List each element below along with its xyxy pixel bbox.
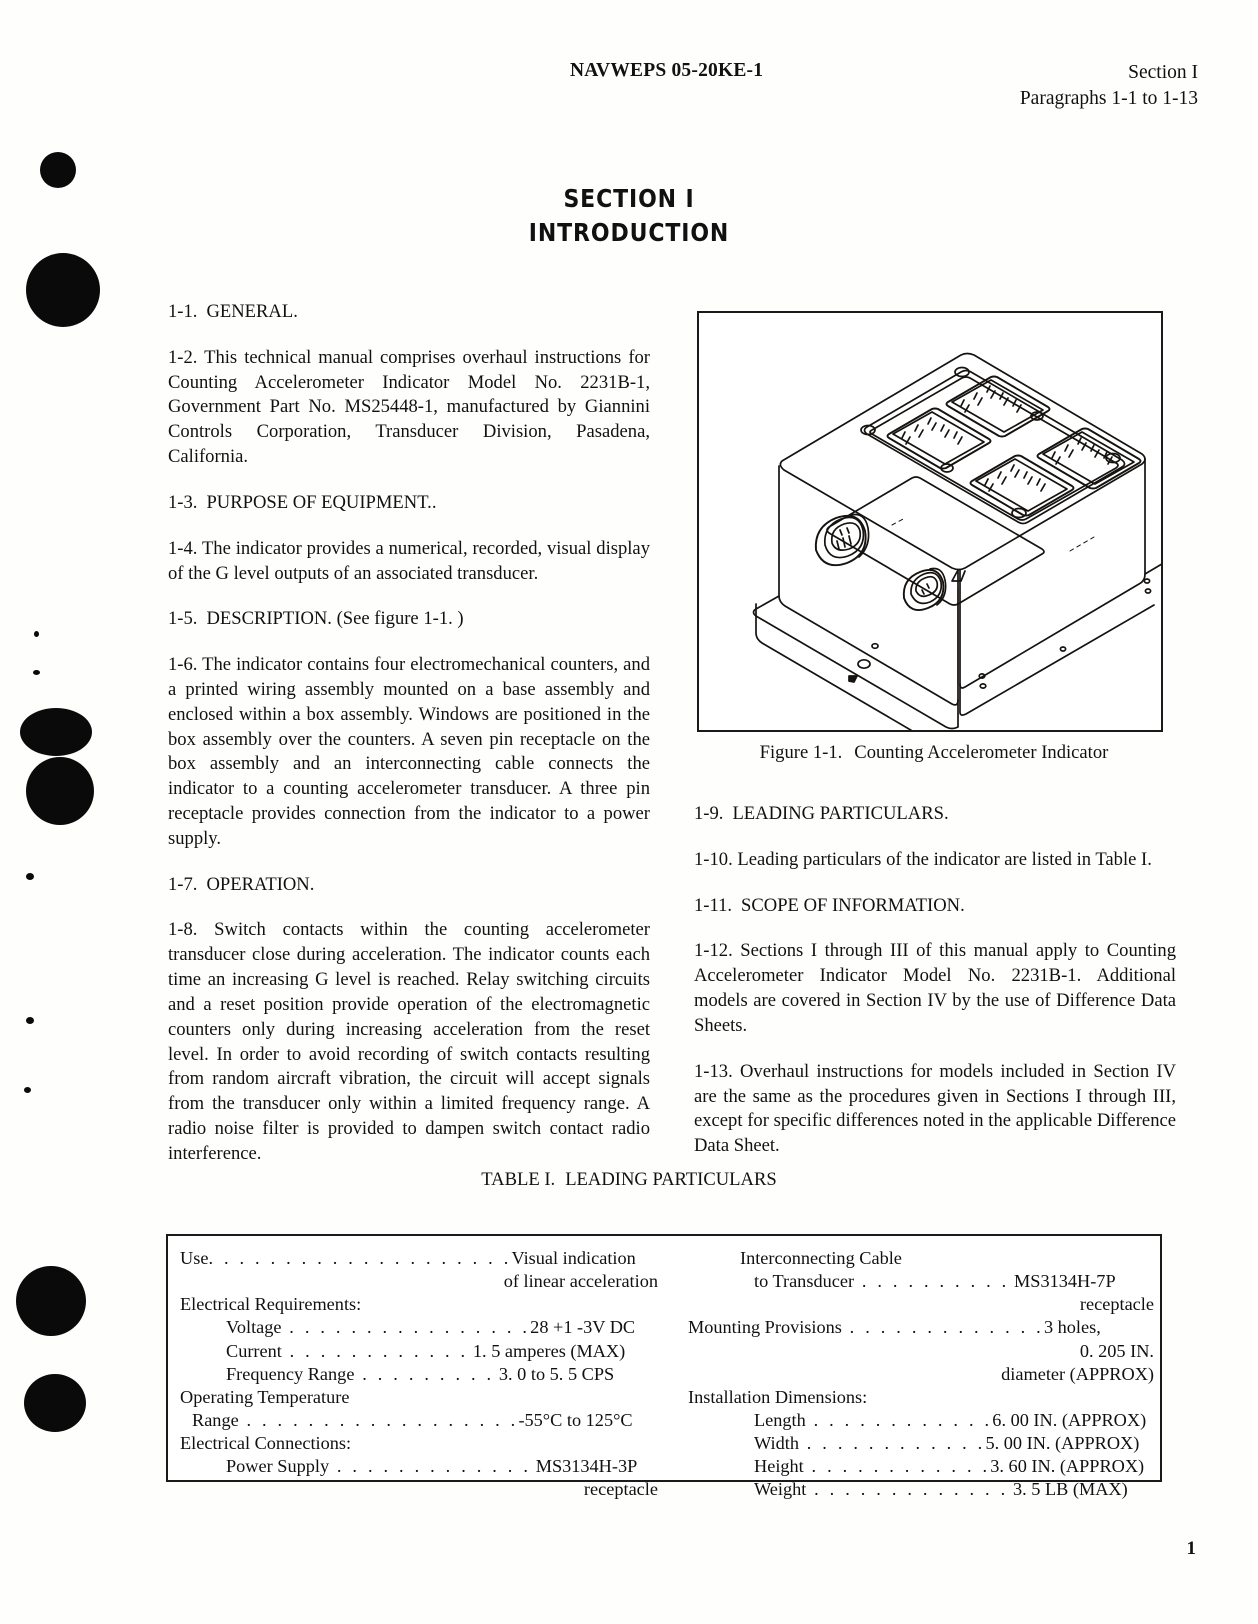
table-row <box>688 1340 1154 1363</box>
table-row-value: -55°C to 125°C <box>518 1409 633 1430</box>
leader-dots: . . . . . . . . . . . . <box>281 1340 469 1361</box>
body-column-right <box>694 802 1176 1180</box>
heading-1-11-number: 1-11. <box>694 894 733 916</box>
table-row-value: MS3134H-3P <box>531 1456 638 1477</box>
table-row-label: Mounting Provisions <box>688 1317 842 1338</box>
table-row <box>180 1316 658 1339</box>
heading-1-9 <box>694 802 1176 827</box>
table-row-label: Range <box>192 1409 239 1430</box>
paragraph-1-10: 1-10. Leading particulars of the indicator are listed in Table I. <box>694 848 1152 870</box>
table-row-value: diameter (APPROX) <box>1001 1363 1154 1384</box>
leader-dots: . . . . . . . . . . . . . <box>806 1479 1009 1500</box>
heading-1-11 <box>694 894 1176 919</box>
table-row <box>688 1270 1154 1293</box>
heading-1-7-number: 1-7. <box>168 873 198 895</box>
paragraph-1-2: 1-2. This technical manual comprises overhaul instructions for Counting Accelerometer Indicator Model No. 2231B-1, Government Part No. MS25448-1, manufactured by Giannini Controls Corporation, Transducer Division, Pasadena, California. <box>168 346 650 468</box>
scan-artifact-mark <box>26 757 94 825</box>
table-row-label: Installation Dimensions: <box>688 1386 868 1407</box>
leader-dots: . . . . . . . . . . . . . . . . <box>281 1317 531 1338</box>
table-row-value: MS3134H-7P <box>1009 1271 1116 1292</box>
table-row <box>180 1340 658 1363</box>
table-row-label: Electrical Requirements: <box>180 1294 362 1315</box>
section-title-line2: INTRODUCTION <box>528 217 730 247</box>
scan-artifact-mark <box>40 152 76 188</box>
heading-1-1-number: 1-1. <box>168 301 198 322</box>
scan-artifact-mark <box>33 670 40 675</box>
table-row-label: Weight <box>754 1479 807 1500</box>
table-row <box>688 1363 1154 1386</box>
table-row <box>688 1409 1154 1432</box>
table-label: TABLE I. <box>481 1169 556 1190</box>
section-title-line1: SECTION I <box>563 184 695 213</box>
table-column-left <box>180 1247 658 1502</box>
leader-dots: . . . . . . . . . . . . . <box>329 1456 532 1477</box>
table-row-label: Current <box>226 1340 282 1361</box>
running-header <box>0 60 1258 114</box>
paragraph-1-8: 1-8. Switch contacts within the counting accelerometer transducer close during acceleration. The indicator counts each time an increasing G level is reached. Relay switching circuits and a reset position provide operation of the electromagnetic counters only during increasing acceleration from the reset level. In order to avoid recording of switch contacts resulting from random aircraft vibration, the circuit will accept signals from the transducer only within a limited frequency range. A radio noise filter is provided to dampen switch contact radio interference. <box>168 919 650 1164</box>
table-row <box>180 1293 658 1316</box>
heading-1-11-text: SCOPE OF INFORMATION. <box>741 894 965 916</box>
heading-1-1-text: GENERAL. <box>206 301 298 322</box>
figure-1-1-frame <box>697 311 1163 732</box>
table-row-value: 6. 00 IN. (APPROX) <box>992 1409 1147 1430</box>
document-number: NAVWEPS 05-20KE-1 <box>570 60 764 81</box>
scan-artifact-mark <box>24 1374 86 1432</box>
table-row-value: 5. 00 IN. (APPROX) <box>985 1433 1140 1454</box>
heading-1-7 <box>168 873 650 898</box>
figure-caption-text: Counting Accelerometer Indicator <box>854 742 1109 763</box>
leader-dots: . . . . . . . . . . . . <box>803 1456 991 1477</box>
scan-artifact-mark <box>20 708 92 756</box>
table-row-label: Voltage <box>226 1317 282 1338</box>
table-1-frame <box>166 1234 1162 1500</box>
heading-1-3-number: 1-3. <box>168 491 198 513</box>
scan-artifact-mark <box>34 631 39 637</box>
table-row <box>180 1478 658 1501</box>
table-row <box>180 1270 658 1293</box>
table-row-label: Frequency Range <box>226 1363 355 1384</box>
scan-artifact-mark <box>24 1087 31 1093</box>
table-row-value: 1. 5 amperes (MAX) <box>468 1340 626 1361</box>
table-row-value: 28 +1 -3V DC <box>530 1317 636 1338</box>
table-row <box>688 1293 1154 1316</box>
table-row-value: 0. 205 IN. <box>1079 1340 1154 1361</box>
heading-1-5 <box>168 607 650 632</box>
table-row-label: Electrical Connections: <box>180 1433 352 1454</box>
leader-dots: . . . . . . . . . . <box>854 1271 1010 1292</box>
table-row-label: Height <box>754 1456 804 1477</box>
heading-1-3 <box>168 491 650 516</box>
table-row-value: 3. 5 LB (MAX) <box>1008 1479 1128 1500</box>
table-column-right <box>688 1247 1154 1502</box>
scan-artifact-mark <box>16 1266 86 1336</box>
table-title-text: LEADING PARTICULARS <box>565 1169 777 1190</box>
paragraph-1-12: 1-12. Sections I through III of this manual apply to Counting Accelerometer Indicator Model No. 2231B-1. Additional models are covered in Section IV by the use of Difference Data Sheets. <box>694 940 1176 1036</box>
table-row <box>180 1455 658 1478</box>
table-1-title <box>0 1169 1258 1191</box>
leader-dots: . . . . . . . . . . . . . . . . . . <box>238 1409 519 1430</box>
table-row <box>688 1478 1154 1501</box>
table-row <box>688 1316 1154 1339</box>
table-row-value: 3. 0 to 5. 5 CPS <box>494 1363 615 1384</box>
table-row <box>180 1247 658 1270</box>
page-number: 1 <box>1186 1538 1196 1559</box>
table-row-label: Length <box>754 1409 806 1430</box>
leader-dots: . . . . . . . . . . . . <box>805 1409 993 1430</box>
header-section-label: Section I <box>1128 62 1198 83</box>
body-column-left <box>168 300 650 1167</box>
table-row-value: of linear acceleration <box>503 1271 658 1292</box>
leader-dots: . . . . . . . . . <box>354 1363 495 1384</box>
heading-1-9-number: 1-9. <box>694 803 724 824</box>
scan-artifact-mark <box>26 253 100 327</box>
header-paragraph-range: Paragraphs 1-1 to 1-13 <box>1019 88 1198 110</box>
table-row <box>688 1386 1154 1409</box>
heading-1-3-text: PURPOSE OF EQUIPMENT.. <box>206 491 437 513</box>
table-row-value: Visual indication <box>511 1248 636 1268</box>
leader-dots: . . . . . . . . . . . . . . . . . . . . <box>208 1248 512 1268</box>
paragraph-1-4: 1-4. The indicator provides a numerical, recorded, visual display of the G level outputs of an associated transducer. <box>168 537 650 584</box>
table-row-value: receptacle <box>583 1479 658 1500</box>
table-row-value: 3. 60 IN. (APPROX) <box>990 1456 1145 1477</box>
heading-1-9-text: LEADING PARTICULARS. <box>732 803 949 824</box>
table-row-label: Operating Temperature <box>180 1386 350 1407</box>
header-right-block <box>1020 60 1198 113</box>
table-row-label: Width <box>754 1433 799 1454</box>
table-row-label: Power Supply <box>226 1456 330 1477</box>
heading-1-1 <box>168 300 650 325</box>
table-row <box>180 1363 658 1386</box>
heading-1-5-text: DESCRIPTION. (See figure 1-1. ) <box>206 608 464 630</box>
table-row-value: 3 holes, <box>1043 1317 1101 1338</box>
counting-accelerometer-indicator-drawing <box>699 313 1161 730</box>
leader-dots: . . . . . . . . . . . . <box>798 1433 986 1454</box>
figure-1-1-caption <box>694 742 1174 764</box>
paragraph-1-6: 1-6. The indicator contains four electromechanical counters, and a printed wiring assembly mounted on a base assembly and enclosed within a box assembly. Windows are positioned in the box assembly over the counters. A seven pin receptacle on the box assembly and an interconnecting cable connects the indicator to a counting accelerometer transducer. A three pin receptacle provides connection from the indicator to a power supply. <box>168 654 650 849</box>
leader-dots: . . . . . . . . . . . . . <box>841 1317 1044 1338</box>
paragraph-1-13: 1-13. Overhaul instructions for models included in Section IV are the same as the procedures given in Sections I through III, except for specific differences noted in the applicable Difference Data Sheet. <box>694 1060 1176 1157</box>
scan-artifact-mark <box>26 873 34 880</box>
table-row <box>688 1432 1154 1455</box>
section-title <box>75 182 1182 250</box>
table-row <box>688 1247 1154 1270</box>
figure-label: Figure 1-1. <box>759 742 843 763</box>
table-row <box>180 1386 658 1409</box>
table-row-label: to Transducer <box>754 1271 855 1292</box>
table-row <box>688 1455 1154 1478</box>
table-row-label: Use <box>180 1248 209 1268</box>
table-row <box>180 1409 658 1432</box>
heading-1-7-text: OPERATION. <box>206 873 315 895</box>
heading-1-5-number: 1-5. <box>168 608 198 630</box>
scan-artifact-mark <box>26 1017 34 1024</box>
table-row-value: receptacle <box>1079 1294 1154 1315</box>
table-row-label: Interconnecting Cable <box>740 1248 902 1268</box>
table-row <box>180 1432 658 1455</box>
